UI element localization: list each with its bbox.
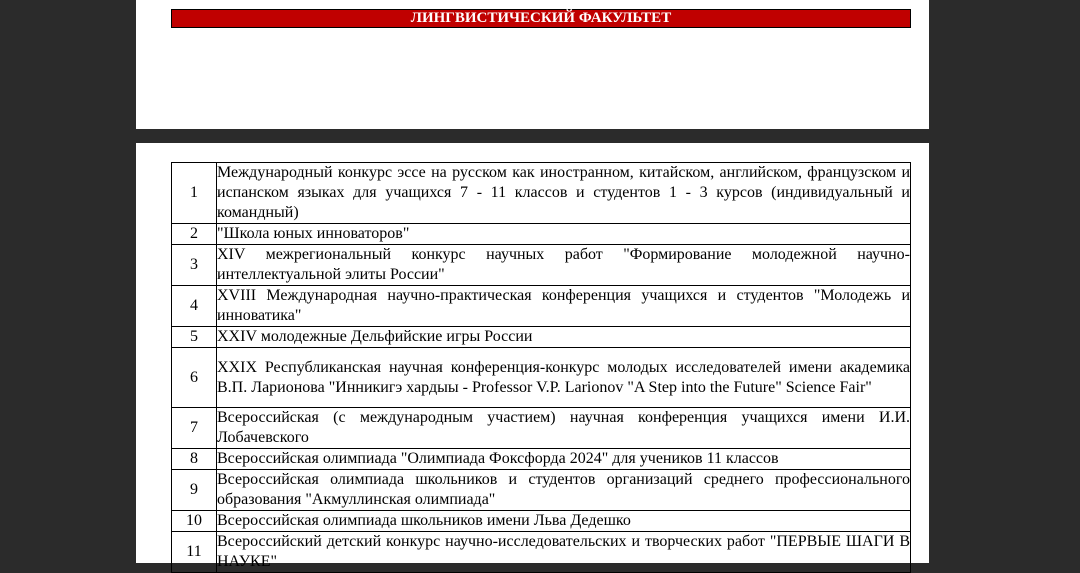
row-number: 9: [172, 470, 217, 511]
contest-title: Всероссийская олимпиада "Олимпиада Фоксфорда 2024" для учеников 11 классов: [217, 449, 911, 470]
contest-title: "Школа юных инноваторов": [217, 224, 911, 245]
table-row: [172, 163, 911, 224]
contest-title: XXIX Республиканская научная конференция-конкурс молодых исследователей имени академика В.П. Ларионова "Инникигэ хардыы - Professor V.P. Larionov "A Step into the Future" Science Fair": [217, 348, 911, 408]
contest-title: Всероссийский детский конкурс научно-исследовательских и творческих работ "ПЕРВЫЕ ШАГИ В НАУКЕ": [217, 532, 911, 573]
table-row: [172, 286, 911, 327]
table-row: [172, 224, 911, 245]
contest-title: XIV межрегиональный конкурс научных работ "Формирование молодежной научно-интеллектуальной элиты России": [217, 245, 911, 286]
row-number: 7: [172, 408, 217, 449]
row-number: 3: [172, 245, 217, 286]
row-number: 10: [172, 511, 217, 532]
contest-title: Всероссийская олимпиада школьников имени Льва Дедешко: [217, 511, 911, 532]
row-number: 11: [172, 532, 217, 573]
table-row: [172, 449, 911, 470]
row-number: 8: [172, 449, 217, 470]
document-page-2: [136, 143, 929, 570]
row-number: 5: [172, 327, 217, 348]
table-row: [172, 348, 911, 408]
faculty-header-banner: ЛИНГВИСТИЧЕСКИЙ ФАКУЛЬТЕТ: [171, 9, 911, 28]
table-row: [172, 245, 911, 286]
row-number: 1: [172, 163, 217, 224]
row-number: 4: [172, 286, 217, 327]
row-number: 2: [172, 224, 217, 245]
table-row: [172, 327, 911, 348]
table-row: [172, 470, 911, 511]
table-row: [172, 408, 911, 449]
contest-title: XVIII Международная научно-практическая конференция учащихся и студентов "Молодежь и инноватика": [217, 286, 911, 327]
table-row: [172, 532, 911, 573]
row-number: 6: [172, 348, 217, 408]
contest-title: Международный конкурс эссе на русском как иностранном, китайском, английском, французском и испанском языках для учащихся 7 - 11 классов и студентов 1 - 3 курсов (индивидуальный и командный): [217, 163, 911, 224]
contests-table: [171, 162, 911, 573]
contest-title: Всероссийская олимпиада школьников и студентов организаций среднего профессионального образования "Акмуллинская олимпиада": [217, 470, 911, 511]
contest-title: XXIV молодежные Дельфийские игры России: [217, 327, 911, 348]
table-row: [172, 511, 911, 532]
contest-title: Всероссийская (с международным участием) научная конференция учащихся имени И.И. Лобачевского: [217, 408, 911, 449]
document-page-1: [136, 0, 929, 129]
